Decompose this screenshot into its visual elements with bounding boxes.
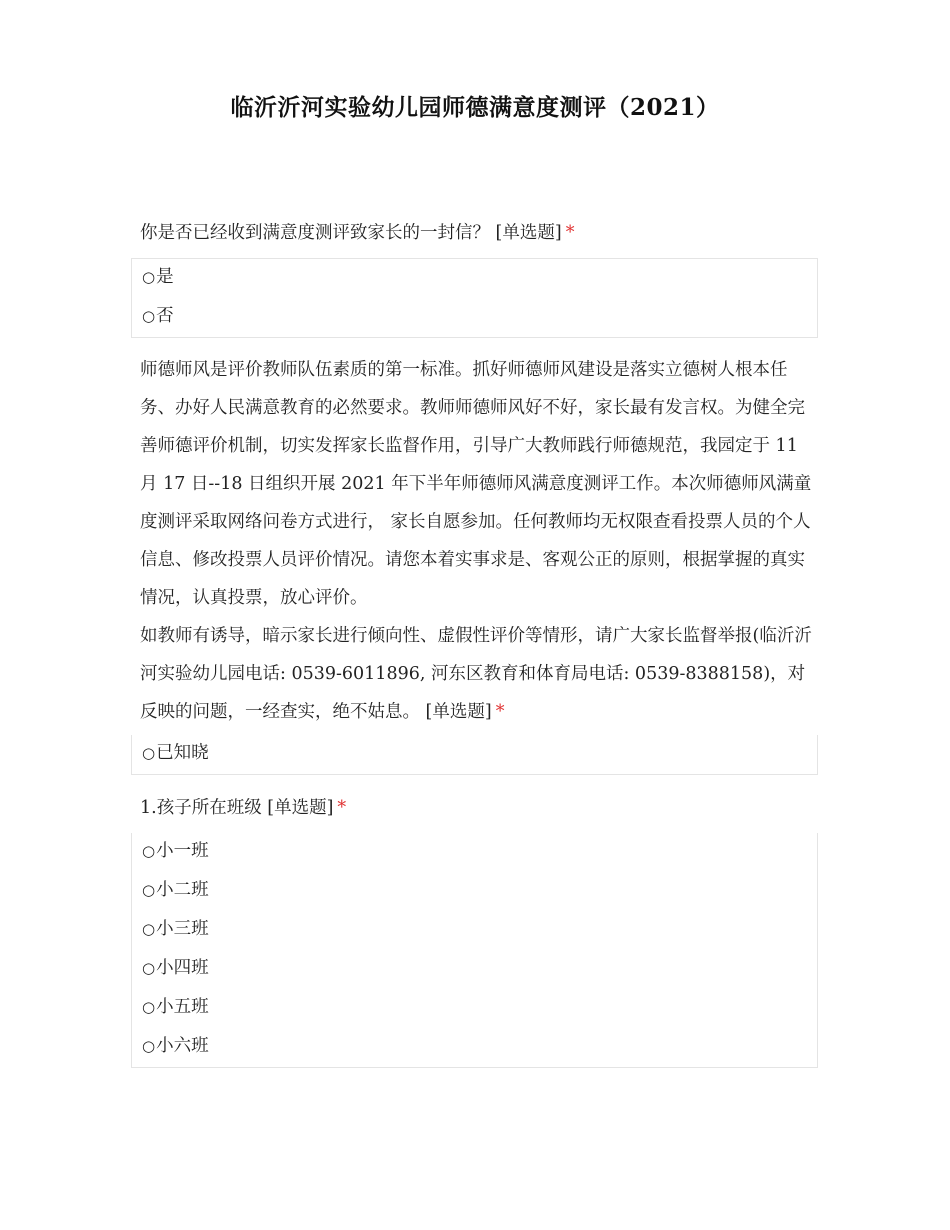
radio-icon[interactable]: ○ [142,920,156,938]
required-mark: * [337,798,347,818]
option-class-3[interactable] [132,911,817,950]
notice-paragraph-2 [140,617,816,731]
option-label: 小四班 [156,958,209,978]
option-class-6[interactable] [132,1028,817,1067]
option-label: 小三班 [156,919,209,939]
options-received-letter [131,258,818,338]
option-label: 小六班 [156,1036,209,1056]
notice-text [140,351,816,731]
option-label: 小一班 [156,841,209,861]
radio-icon[interactable]: ○ [142,959,156,977]
required-mark: * [565,223,575,243]
radio-icon[interactable]: ○ [142,1037,156,1055]
option-class-5[interactable] [132,989,817,1028]
options-acknowledge [131,735,818,775]
option-class-1[interactable] [132,833,817,872]
radio-icon[interactable]: ○ [142,307,156,325]
page-title: 临沂沂河实验幼儿园师德满意度测评（2021） [230,94,720,121]
radio-icon[interactable]: ○ [142,998,156,1016]
option-label: 已知晓 [156,743,209,763]
option-acknowledged[interactable] [132,735,817,774]
question-received-letter [140,214,815,252]
option-class-2[interactable] [132,872,817,911]
option-yes[interactable] [132,259,817,298]
required-mark: * [495,702,505,722]
question-text: 1.孩子所在班级 [单选题] [140,798,334,818]
option-label: 小二班 [156,880,209,900]
option-label: 是 [156,267,174,287]
radio-icon[interactable]: ○ [142,842,156,860]
notice-paragraph-2-text: 如教师有诱导，暗示家长进行倾向性、虚假性评价等情形，请广大家长监督举报(临沂沂河实验幼儿园电话: 0539-6011896, 河东区教育和体育局电话: 0539-8388158)，对反映的问题，一经查实，绝不姑息。 [单选题] [140,626,812,722]
option-label: 否 [156,306,174,326]
radio-icon[interactable]: ○ [142,268,156,286]
question-class [140,789,815,827]
radio-icon[interactable]: ○ [142,744,156,762]
options-class [131,833,818,1068]
option-no[interactable] [132,298,817,337]
radio-icon[interactable]: ○ [142,881,156,899]
notice-paragraph-1: 师德师风是评价教师队伍素质的第一标准。抓好师德师风建设是落实立德树人根本任务、办好人民满意教育的必然要求。教师师德师风好不好，家长最有发言权。为健全完善师德评价机制，切实发挥家长监督作用，引导广大教师践行师德规范，我园定于 11 月 17 日--18 日组织开展 2021 年下半年师德师风满意度测评工作。本次师德师风满童度测评采取网络问卷方式进行， 家长自愿参加。任何教师均无权限查看投票人员的个人信息、修改投票人员评价情况。请您本着实事求是、客观公正的原则，根据掌握的真实情况，认真投票，放心评价。 [140,360,812,608]
option-class-4[interactable] [132,950,817,989]
question-text: 你是否已经收到满意度测评致家长的一封信？ [单选题] [140,223,562,243]
option-label: 小五班 [156,997,209,1017]
